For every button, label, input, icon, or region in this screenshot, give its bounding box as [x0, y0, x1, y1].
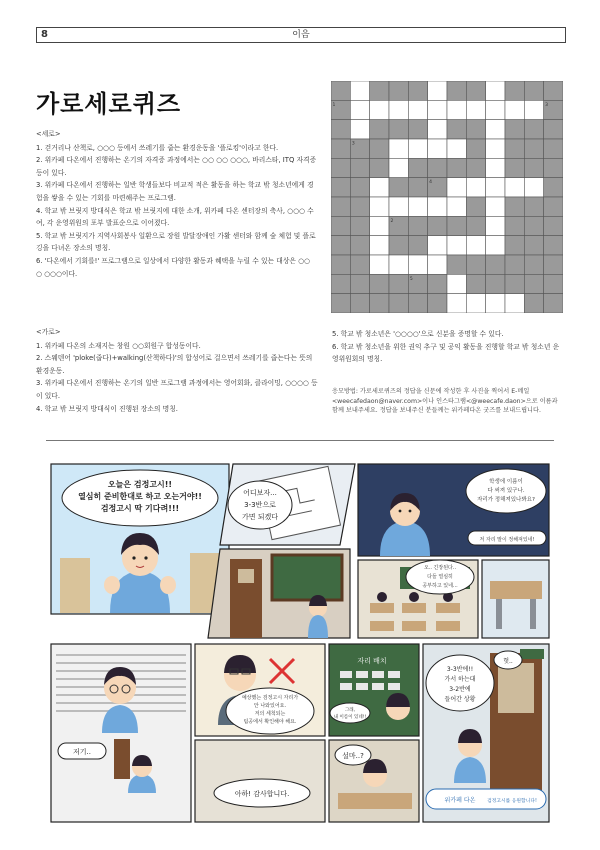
board-title: 자리 배치 — [357, 657, 387, 665]
crossword-block — [466, 139, 485, 158]
crossword-block — [505, 197, 524, 216]
crossword-block — [447, 120, 466, 139]
bubble-5-line-3: 공부하고 있네... — [422, 583, 458, 589]
crossword-block — [466, 120, 485, 139]
crossword-block — [505, 120, 524, 139]
across-clue-2: 2. 위카페 다온에서 진행하는 온기의 자격증 과정에서는 ○○ ○○ ○○○, 바리스타, ITQ 자격증 등이 있다. — [36, 156, 317, 177]
crossword-cell[interactable] — [428, 236, 447, 255]
crossword-block — [370, 139, 389, 158]
crossword-block — [466, 81, 485, 100]
crossword-block — [524, 158, 543, 177]
crossword-clue-number: 3 — [545, 102, 549, 108]
down-heading: <가로> — [36, 328, 61, 336]
crossword-cell[interactable] — [350, 81, 369, 100]
across-clues — [36, 128, 318, 280]
crossword-block — [350, 158, 369, 177]
crossword-block — [331, 197, 350, 216]
crossword-block — [389, 236, 408, 255]
bubble-8-line-4: 들어간 상황 — [444, 696, 476, 703]
crossword-block — [524, 216, 543, 235]
comic-panel-8 — [195, 644, 325, 736]
crossword-block — [544, 81, 563, 100]
bubble-6-line-4: 팀공에서 확인해야 해요. — [243, 719, 297, 725]
comic-panel-4 — [358, 464, 549, 556]
crossword-cell[interactable] — [370, 197, 389, 216]
crossword-block — [544, 236, 563, 255]
crossword-block — [524, 139, 543, 158]
crossword-block — [331, 255, 350, 274]
crossword-cell[interactable] — [486, 139, 505, 158]
crossword-block — [428, 294, 447, 313]
crossword-cell[interactable] — [486, 81, 505, 100]
crossword-block — [524, 236, 543, 255]
crossword-block — [544, 158, 563, 177]
crossword-block — [331, 158, 350, 177]
crossword-cell[interactable] — [408, 255, 427, 274]
crossword-block — [505, 158, 524, 177]
bubble-7-line-1: 그래, — [344, 708, 356, 713]
comic-panel-6 — [482, 560, 549, 638]
across-clue-6: 6. '다온에서 기회를!' 프로그램으로 일상에서 다양한 활동과 혜택을 누릴 수 있는 대상은 ○○ ○ ○○○이다. — [36, 256, 310, 278]
crossword-block — [486, 274, 505, 293]
bubble-1-line-3: 검정고시 딱 기다려!!! — [100, 504, 180, 513]
sign-line-2: 검정고시를 응원합니다! — [487, 799, 537, 804]
crossword-cell[interactable] — [447, 178, 466, 197]
bubble-8-line-2: 가서 하는대 — [444, 676, 476, 683]
crossword-cell[interactable] — [486, 216, 505, 235]
page-number: 8 — [41, 29, 48, 40]
crossword-block — [408, 178, 427, 197]
crossword-cell[interactable] — [466, 294, 485, 313]
bubble-6-line-3: 저의 세척되는 — [254, 711, 286, 717]
comic-panel-11 — [329, 740, 419, 822]
bubble-3-line-1: 학생에 이름이 — [489, 479, 523, 485]
crossword-block — [466, 255, 485, 274]
crossword-block — [408, 216, 427, 235]
comic-panel-9 — [195, 740, 325, 822]
crossword-cell[interactable] — [505, 100, 524, 119]
crossword-block — [389, 274, 408, 293]
comic-panel-3 — [208, 549, 350, 638]
bubble-5-line-1: 오.. 긴장된다.. — [423, 565, 457, 571]
crossword-block — [350, 178, 369, 197]
crossword-block — [428, 158, 447, 177]
bubble-9: 헛.. — [503, 658, 513, 665]
crossword-block — [370, 81, 389, 100]
crossword-cell[interactable] — [370, 255, 389, 274]
crossword-clue-number: 3 — [351, 141, 355, 147]
crossword-cell[interactable] — [447, 100, 466, 119]
bubble-7-line-2: 내 이름이 있네!! — [333, 715, 367, 720]
crossword-block — [389, 294, 408, 313]
crossword-block — [447, 81, 466, 100]
crossword-block — [389, 81, 408, 100]
bubble-8-line-3: 3-2반에 — [449, 686, 471, 693]
crossword-cell[interactable] — [466, 178, 485, 197]
crossword-cell[interactable] — [505, 178, 524, 197]
down-clue-1: 1. 위카페 다온의 소재지는 창원 ○○회원구 합성동이다. — [36, 341, 201, 350]
crossword-block — [370, 294, 389, 313]
crossword-cell[interactable] — [350, 120, 369, 139]
crossword-block — [466, 158, 485, 177]
crossword-block — [544, 255, 563, 274]
crossword-cell[interactable] — [408, 100, 427, 119]
entry-method: 응모방법: 가로세로퀴즈의 정답을 신문에 작성한 후 사진을 찍어서 E-메일 <weecafedaon@naver.com>이나 인스타그램<@weecafe.daon>으로 이름과 함께 보내주세요. 정답을 보내주신 분들께는 위카페다온 굿즈를 보내드립니다. — [332, 388, 558, 415]
crossword-block — [505, 255, 524, 274]
crossword-block — [370, 120, 389, 139]
crossword-cell[interactable] — [447, 236, 466, 255]
crossword-cell[interactable] — [486, 294, 505, 313]
crossword-cell[interactable] — [486, 178, 505, 197]
down-clues — [36, 326, 318, 415]
bubble-1-line-2: 열심히 준비한대로 하고 오는거야!! — [78, 492, 202, 501]
sign-line-1: 위카페 다온 — [444, 797, 476, 804]
crossword-cell[interactable] — [370, 178, 389, 197]
bubble-2-line-1: 어디보자... — [243, 489, 277, 497]
crossword-block — [544, 178, 563, 197]
comic-panel-10 — [329, 644, 419, 736]
crossword-clue-number: 1 — [332, 102, 336, 108]
crossword-block — [524, 255, 543, 274]
bubble-6-line-2: 안 나와있어요. — [253, 703, 287, 709]
crossword-block — [331, 81, 350, 100]
across-clue-1: 1. 걷거리나 산책로, ○○○ 등에서 쓰레기를 줍는 환경운동을 '플로킹'이라고 한다. — [36, 143, 279, 152]
crossword-block — [466, 216, 485, 235]
crossword-block — [331, 120, 350, 139]
crossword-clue-number: 5 — [409, 276, 413, 282]
crossword-block — [350, 197, 369, 216]
crossword-cell[interactable] — [370, 236, 389, 255]
crossword-block — [447, 158, 466, 177]
bubble-2-line-3: 가면 되겠다 — [241, 513, 279, 521]
crossword-block — [389, 120, 408, 139]
crossword-block — [524, 81, 543, 100]
crossword-cell[interactable] — [447, 274, 466, 293]
quiz-title: 가로세로퀴즈 — [36, 90, 182, 118]
crossword-block — [331, 294, 350, 313]
crossword-cell[interactable] — [524, 178, 543, 197]
crossword-cell[interactable] — [447, 139, 466, 158]
bubble-12: 아하! 감사합니다. — [234, 790, 290, 798]
bubble-3-line-2: 다 써져 있구나. — [487, 488, 525, 494]
bubble-6-line-1: 예상했는 검정고시 자리가 — [241, 695, 299, 701]
crossword-cell[interactable] — [389, 255, 408, 274]
crossword-cell[interactable] — [486, 120, 505, 139]
crossword-block — [544, 197, 563, 216]
crossword-cell[interactable] — [428, 197, 447, 216]
crossword-block — [447, 216, 466, 235]
crossword-cell[interactable] — [466, 100, 485, 119]
crossword-block — [447, 255, 466, 274]
crossword-block — [350, 255, 369, 274]
bubble-3-line-3: 자리가 정해져있나봐요? — [477, 497, 535, 503]
crossword-block — [505, 236, 524, 255]
crossword-grid — [331, 81, 563, 313]
crossword-block — [544, 294, 563, 313]
crossword-block — [505, 274, 524, 293]
crossword-cell[interactable] — [524, 100, 543, 119]
crossword-cell[interactable] — [486, 100, 505, 119]
section-title: 이음 — [292, 30, 310, 40]
across-clue-3: 3. 위카페 다온에서 진행하는 일반 학생들보다 비교적 적은 활동을 하는 학교 밖 청소년에게 경험을 쌓을 수 있는 기회를 마련해주는 프로그램. — [36, 181, 314, 202]
crossword-block — [408, 236, 427, 255]
crossword-block — [350, 274, 369, 293]
section-divider — [46, 440, 554, 441]
crossword-cell[interactable] — [389, 139, 408, 158]
crossword-cell[interactable] — [428, 81, 447, 100]
comic-panel-1 — [51, 464, 229, 614]
crossword-block — [466, 274, 485, 293]
crossword-block — [428, 274, 447, 293]
crossword-cell[interactable] — [428, 139, 447, 158]
crossword-cell[interactable] — [486, 158, 505, 177]
crossword-clue-number: 4 — [429, 180, 433, 186]
crossword-cell[interactable] — [428, 100, 447, 119]
bubble-1-line-1: 오늘은 검정고시!! — [107, 480, 173, 489]
crossword-cell[interactable] — [408, 139, 427, 158]
crossword-block — [331, 274, 350, 293]
crossword-cell[interactable] — [486, 197, 505, 216]
bubble-4: 저 자리 말이 정해져있네! — [479, 537, 535, 543]
down-clue-2: 2. 스웨덴어 'ploke(줍다)+walking(산책하다)'의 합성어로 걸으면서 쓰레기를 줍는다는 뜻의 환경운동. — [36, 354, 313, 375]
crossword-block — [331, 178, 350, 197]
crossword-block — [370, 274, 389, 293]
crossword-block — [544, 139, 563, 158]
bubble-11: 설마..? — [342, 752, 364, 760]
crossword-block — [505, 81, 524, 100]
crossword-block — [350, 236, 369, 255]
bubble-2-line-2: 3-3반으로 — [244, 501, 276, 509]
down-clue-5: 5. 학교 밖 청소년은 '○○○○'으로 신분을 증명할 수 있다. — [332, 330, 504, 338]
crossword-block — [544, 120, 563, 139]
crossword-cell[interactable] — [370, 216, 389, 235]
crossword-block — [466, 197, 485, 216]
crossword-block — [505, 216, 524, 235]
crossword-block — [350, 216, 369, 235]
across-clue-4: 4. 학교 밖 브릿지 방대식은 학교 밖 브릿지에 대한 소개, 위카페 다온 센터장의 축사, ○○○ 수여, 각 운영위원의 포부 발표순으로 이어졌다. — [36, 206, 314, 228]
comic-panel-7 — [51, 644, 191, 822]
crossword-cell[interactable] — [486, 236, 505, 255]
crossword-block — [524, 274, 543, 293]
crossword-block — [408, 294, 427, 313]
crossword-block — [486, 255, 505, 274]
bubble-8-line-1: 3-3반에!! — [446, 666, 474, 673]
crossword-block — [350, 294, 369, 313]
crossword-block — [331, 236, 350, 255]
crossword-block — [428, 216, 447, 235]
crossword-cell[interactable] — [505, 294, 524, 313]
crossword-cell[interactable] — [370, 100, 389, 119]
crossword-block — [524, 197, 543, 216]
crossword-cell[interactable] — [466, 236, 485, 255]
down-clue-4: 4. 학교 밖 브릿지 방대식이 진행된 장소의 명칭. — [36, 404, 178, 413]
crossword-block — [408, 120, 427, 139]
crossword-cell[interactable] — [428, 255, 447, 274]
down-clue-3: 3. 위카페 다온에서 진행하는 온기의 일반 프로그램 과정에서는 영어회화, 클라이밍, ○○○○ 등이 있다. — [36, 379, 318, 400]
down-clues-continued — [332, 328, 564, 366]
crossword-block — [524, 294, 543, 313]
crossword-cell[interactable] — [447, 197, 466, 216]
crossword-cell[interactable] — [389, 158, 408, 177]
comic-panel-12 — [423, 644, 549, 822]
down-clue-6: 6. 학교 밖 청소년을 위한 권익 추구 및 공익 활동을 진행할 학교 밖 청소년 운영위원회의 명칭. — [332, 342, 560, 364]
crossword-block — [544, 216, 563, 235]
across-heading: <세로> — [36, 130, 61, 138]
comic-strip — [50, 463, 550, 823]
crossword-cell[interactable] — [447, 294, 466, 313]
crossword-cell[interactable] — [408, 197, 427, 216]
crossword-cell[interactable] — [389, 100, 408, 119]
crossword-block — [370, 158, 389, 177]
comic-panel-5 — [358, 560, 478, 638]
page-header — [36, 27, 566, 43]
bubble-10: 저기.. — [73, 748, 91, 756]
crossword-block — [331, 139, 350, 158]
crossword-block — [408, 81, 427, 100]
across-clue-5: 5. 학교 밖 브릿지가 지역사회봉사 일환으로 장원 발달장애인 가활 센터와 함께 숲 체험 및 플로깅을 다녀온 장소의 명칭. — [36, 231, 316, 253]
comic-panel-2 — [220, 464, 355, 545]
crossword-block — [544, 274, 563, 293]
crossword-cell[interactable] — [350, 100, 369, 119]
crossword-block — [505, 139, 524, 158]
crossword-block — [331, 216, 350, 235]
crossword-block — [389, 178, 408, 197]
crossword-cell[interactable] — [389, 197, 408, 216]
crossword-block — [408, 158, 427, 177]
crossword-cell[interactable] — [428, 120, 447, 139]
bubble-5-line-2: 다들 열심히 — [427, 574, 453, 580]
crossword-clue-number: 2 — [390, 218, 394, 224]
crossword-block — [524, 120, 543, 139]
